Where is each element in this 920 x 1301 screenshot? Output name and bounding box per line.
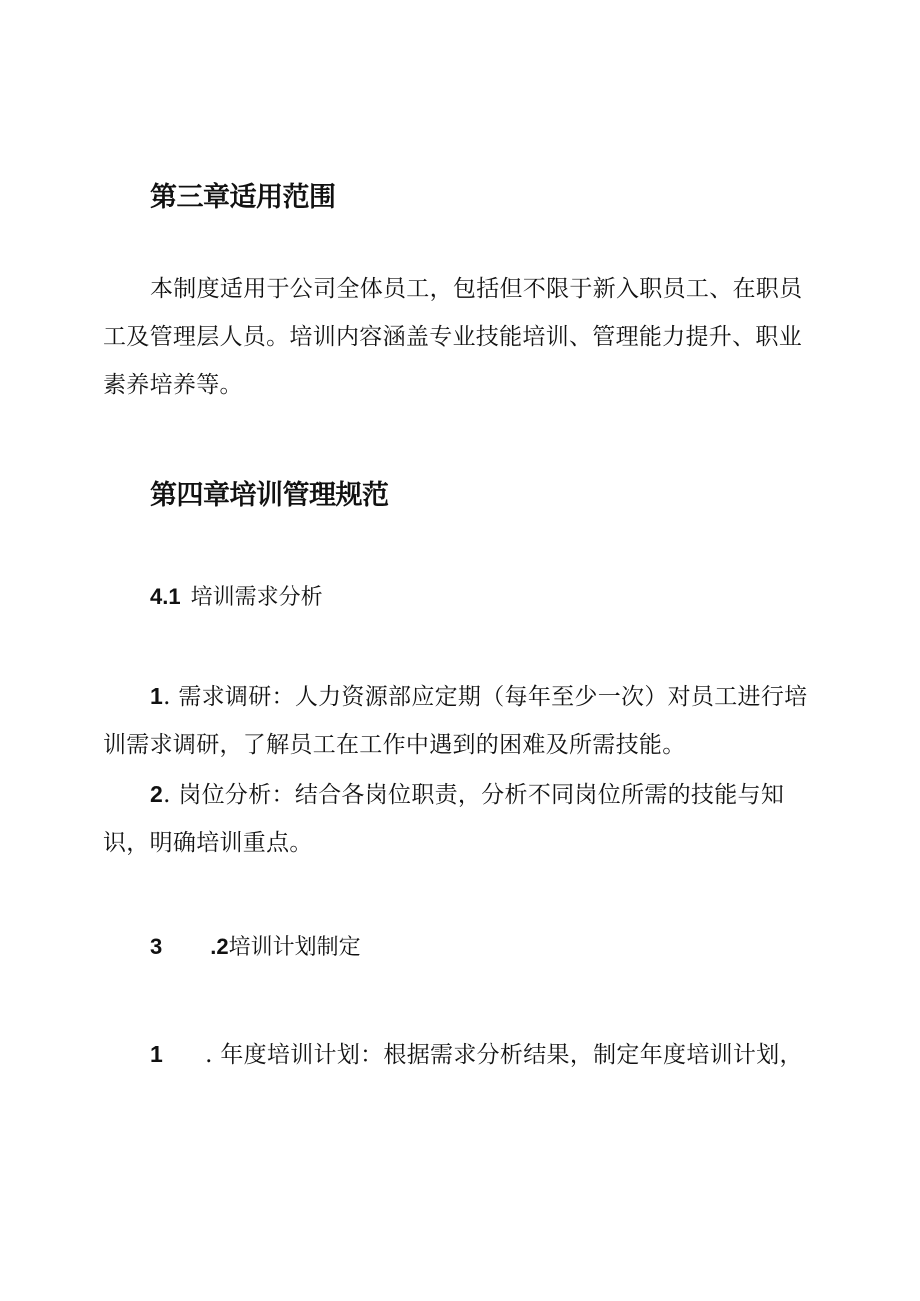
section-title: 培训需求分析 [190, 585, 323, 610]
section-number-a: 3 [150, 934, 163, 959]
chapter-3-heading: 第三章适用范围 [150, 182, 336, 213]
list-item [103, 770, 815, 867]
list-item [103, 1030, 815, 1079]
section-number-b: .2 [210, 934, 229, 959]
item-text: . 需求调研：人力资源部应定期（每年至少一次）对员工进行培训需求调研，了解员工在工作中遇到的困难及所需技能。 [103, 684, 808, 758]
item-number: 1 [150, 1041, 164, 1067]
item-number: 2 [150, 781, 164, 807]
item-text: . 年度培训计划：根据需求分析结果，制定年度培训计划， [205, 1042, 803, 1068]
section-number: 4.1 [150, 584, 181, 609]
chapter-3-paragraph: 本制度适用于公司全体员工，包括但不限于新入职员工、在职员工及管理层人员。培训内容涵盖专业技能培训、管理能力提升、职业素养培养等。 [103, 276, 803, 398]
section-4-1-heading [150, 580, 323, 611]
item-text: . 岗位分析：结合各岗位职责，分析不同岗位所需的技能与知识，明确培训重点。 [103, 782, 785, 856]
chapter-4-heading: 第四章培训管理规范 [150, 480, 389, 511]
section-4-2-heading [150, 930, 361, 961]
section-title: 培训计划制定 [228, 935, 361, 960]
list-item [103, 672, 815, 769]
item-number: 1 [150, 683, 164, 709]
